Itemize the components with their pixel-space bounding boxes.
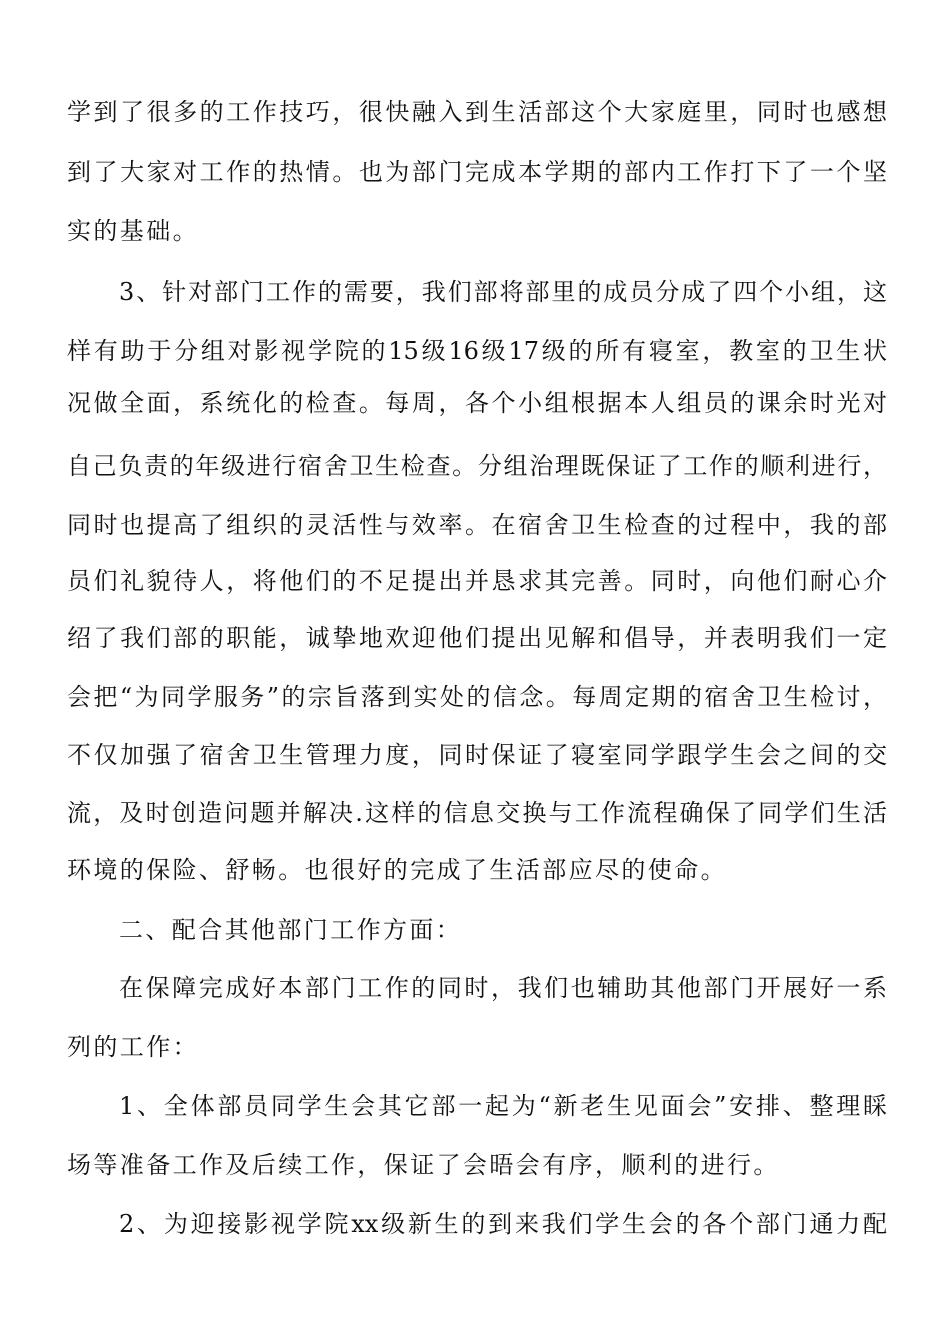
paragraph-line: 样有助于分组对影视学院的15级16级17级的所有寝室，教室的卫生状 (67, 337, 887, 365)
paragraph-line: 会把“为同学服务”的宗旨落到实处的信念。每周定期的宿舍卫生检讨， (67, 683, 887, 711)
paragraph-line: 自己负责的年级进行宿舍卫生检查。分组治理既保证了工作的顺利进行， (67, 452, 887, 480)
paragraph-line: 不仅加强了宿舍卫生管理力度，同时保证了寝室同学跟学生会之间的交 (67, 741, 887, 769)
paragraph-line: 1、全体部员同学生会其它部一起为“新老生见面会”安排、整理睬 (119, 1092, 887, 1120)
paragraph-line: 学到了很多的工作技巧，很快融入到生活部这个大家庭里，同时也感想 (67, 98, 887, 126)
paragraph-line: 实的基础。 (67, 217, 199, 245)
paragraph-line: 绍了我们部的职能，诚挚地欢迎他们提出见解和倡导，并表明我们一定 (67, 624, 887, 652)
paragraph-line: 到了大家对工作的热情。也为部门完成本学期的部内工作打下了一个坚 (67, 158, 887, 186)
paragraph-line: 场等准备工作及后续工作，保证了会晤会有序，顺利的进行。 (67, 1151, 780, 1179)
paragraph-line: 流，及时创造问题并解决.这样的信息交换与工作流程确保了同学们生活 (67, 799, 887, 827)
paragraph-line: 3、针对部门工作的需要，我们部将部里的成员分成了四个小组，这 (119, 278, 887, 306)
paragraph-line: 在保障完成好本部门工作的同时，我们也辅助其他部门开展好一系 (119, 974, 887, 1002)
paragraph-line: 况做全面，系统化的检查。每周，各个小组根据本人组员的课余时光对 (67, 389, 887, 417)
paragraph-line: 员们礼貌待人，将他们的不足提出并恳求其完善。同时，向他们耐心介 (67, 567, 887, 595)
paragraph-line: 同时也提高了组织的灵活性与效率。在宿舍卫生检查的过程中，我的部 (67, 511, 887, 539)
paragraph-line: 环境的保险、舒畅。也很好的完成了生活部应尽的使命。 (67, 856, 727, 884)
section-heading: 二、配合其他部门工作方面： (119, 916, 463, 944)
paragraph-line: 列的工作： (67, 1033, 199, 1061)
paragraph-line: 2、为迎接影视学院xx级新生的到来我们学生会的各个部门通力配 (119, 1210, 887, 1238)
